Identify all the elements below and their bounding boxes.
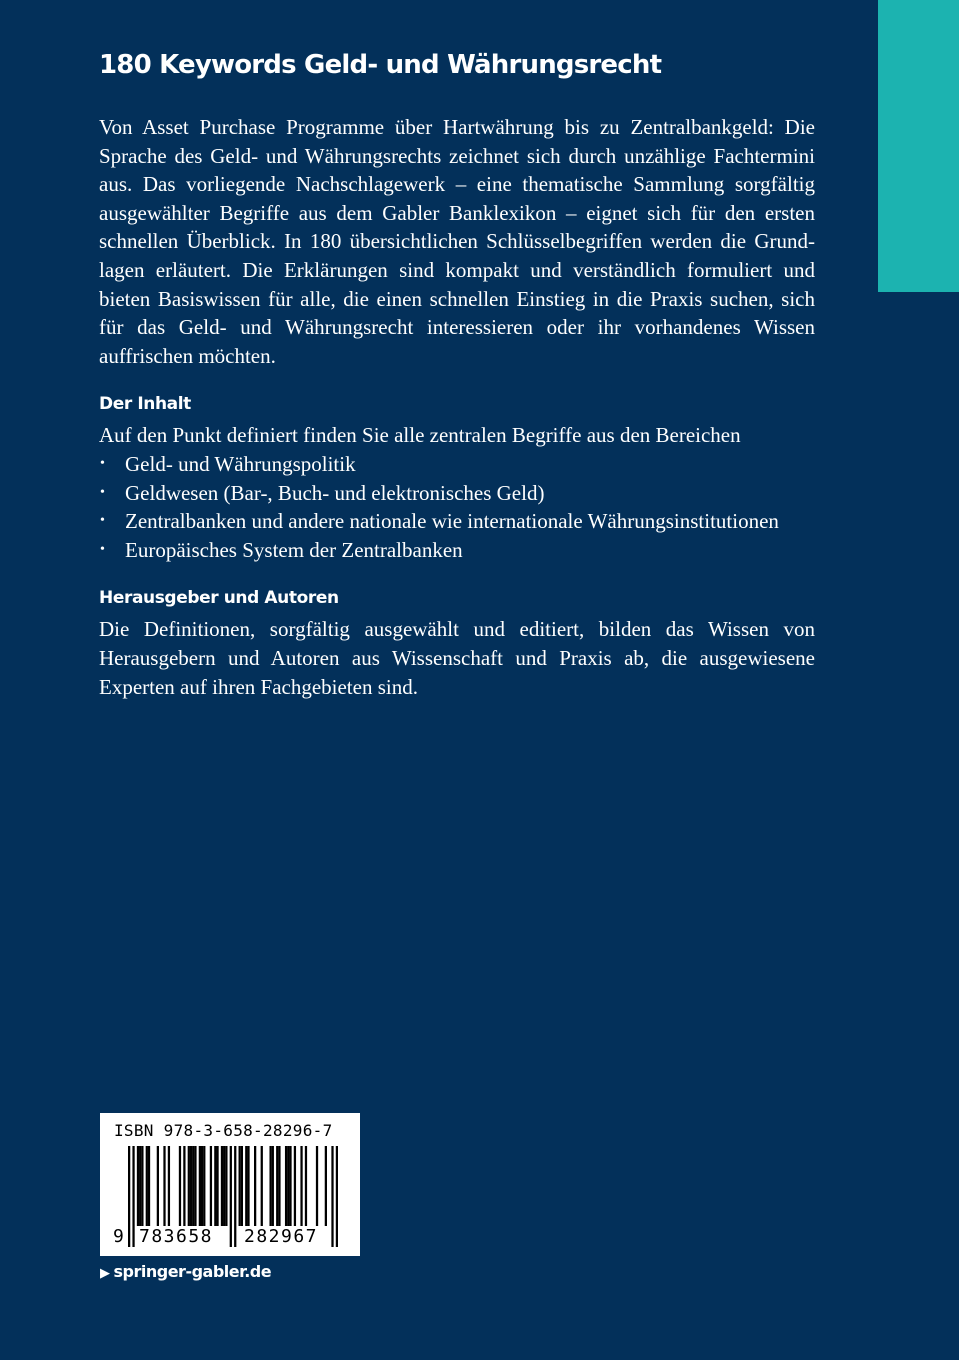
barcode-lead-digit: 9 [113, 1226, 124, 1247]
barcode-bar [287, 1146, 289, 1226]
barcode-right-digits: 282967 [244, 1226, 319, 1247]
barcode-bar [137, 1146, 139, 1226]
list-item: • Zentralbanken und andere nationale wie internationale Währungsinstitutionen [99, 507, 815, 536]
barcode-bar [132, 1146, 134, 1247]
barcode-bar [289, 1146, 291, 1226]
barcode-bar [168, 1146, 170, 1226]
barcode-bar [336, 1146, 338, 1247]
barcode-bar [190, 1146, 192, 1226]
barcode-bar [157, 1146, 159, 1226]
bullet-icon: • [100, 455, 105, 471]
barcode-bar [223, 1146, 225, 1226]
list-item: • Geld- und Währungspolitik [99, 450, 815, 479]
barcode-bar [272, 1146, 274, 1226]
barcode-bar [241, 1146, 243, 1226]
section-heading-inhalt: Der Inhalt [99, 394, 191, 415]
publisher-url: springer-gabler.de [113, 1262, 272, 1281]
arrow-right-icon: ▶ [100, 1266, 110, 1281]
bullet-icon: • [100, 513, 105, 529]
barcode-bar [245, 1146, 247, 1226]
barcode-bar [128, 1146, 130, 1247]
barcode-bar [254, 1146, 256, 1226]
section-heading-autoren: Herausgeber und Autoren [99, 588, 339, 609]
barcode-left-digits: 783658 [139, 1226, 214, 1247]
barcode-bar [300, 1146, 302, 1226]
barcode-bar [278, 1146, 280, 1226]
barcode-bar [201, 1146, 203, 1226]
barcode-bar [230, 1146, 232, 1247]
isbn-label: ISBN 978-3-658-28296-7 [114, 1121, 333, 1140]
bullet-icon: • [100, 541, 105, 557]
autoren-paragraph: Die Definitionen, sorgfältig ausgewählt und editiert, bilden das Wissen von Herausgebern und Autoren aus Wissenschaft und Praxis ab, die ausgewiesene Experten auf ihren Fachgebieten sind. [99, 617, 815, 699]
barcode-bar [214, 1146, 216, 1226]
barcode-bar [294, 1146, 296, 1226]
back-cover-text [99, 44, 815, 701]
barcode-bar [261, 1146, 263, 1226]
barcode-bar [179, 1146, 181, 1226]
barcode-bar [285, 1146, 287, 1226]
barcode-bar [139, 1146, 141, 1226]
barcode-bar [183, 1146, 185, 1226]
barcode-bar [199, 1146, 201, 1226]
book-title: 180 Keywords Geld- und Währungsrecht [99, 50, 662, 80]
barcode-bar [210, 1146, 212, 1226]
barcode-bar [216, 1146, 218, 1226]
barcode-bar [141, 1146, 143, 1226]
intro-paragraph: Von Asset Purchase Programme über Hartwährung bis zu Zentralbankgeld: Die Sprache des Geld- und Währungsrechts zeichnet sich durch unzählige Fachtermini aus. Das vorliegende Nachschlagewerk – eine thematische Sammlung sorgfältig ausgewählter Begriffe aus dem Gabler Banklexikon – eignet sich für den ersten schnellen Überblick. In 180 übersichtlichen Schlüsselbegriffen werden die Grundlagen erläutert. Die Erklärungen sind kompakt und verständlich formuliert und bieten Basiswissen für alle, die einen schnellen Einstieg in die Praxis suchen, sich für das Geld- und Währungsrecht interessieren oder ihr vorhandenes Wissen auffrischen möchten. [99, 115, 815, 368]
barcode-bar [192, 1146, 194, 1226]
list-item: • Geldwesen (Bar-, Buch- und elektronisches Geld) [99, 479, 815, 508]
barcode-bar [163, 1146, 165, 1226]
barcode-bar [239, 1146, 241, 1226]
inhalt-lead: Auf den Punkt definiert finden Sie alle zentralen Begriffe aus den Bereichen [99, 423, 741, 448]
barcode-bar [234, 1146, 236, 1247]
barcode-bar [148, 1146, 150, 1226]
barcode-bar [194, 1146, 196, 1226]
barcode-bar [188, 1146, 190, 1226]
barcode-bar [221, 1146, 223, 1226]
inhalt-list [99, 450, 815, 564]
isbn-barcode [100, 1113, 360, 1256]
barcode-bar [325, 1146, 327, 1226]
barcode-bar [269, 1146, 271, 1226]
barcode-bar [316, 1146, 318, 1226]
barcode-bar [225, 1146, 227, 1226]
bullet-icon: • [100, 484, 105, 500]
accent-strip [878, 0, 959, 292]
barcode-bar [331, 1146, 333, 1247]
barcode-bar [305, 1146, 307, 1226]
barcode-bar [247, 1146, 249, 1226]
list-item: • Europäisches System der Zentralbanken [99, 536, 815, 565]
publisher-link[interactable] [100, 1262, 271, 1281]
barcode-bar [203, 1146, 205, 1226]
barcode-bar [146, 1146, 148, 1226]
barcode-bar [276, 1146, 278, 1226]
